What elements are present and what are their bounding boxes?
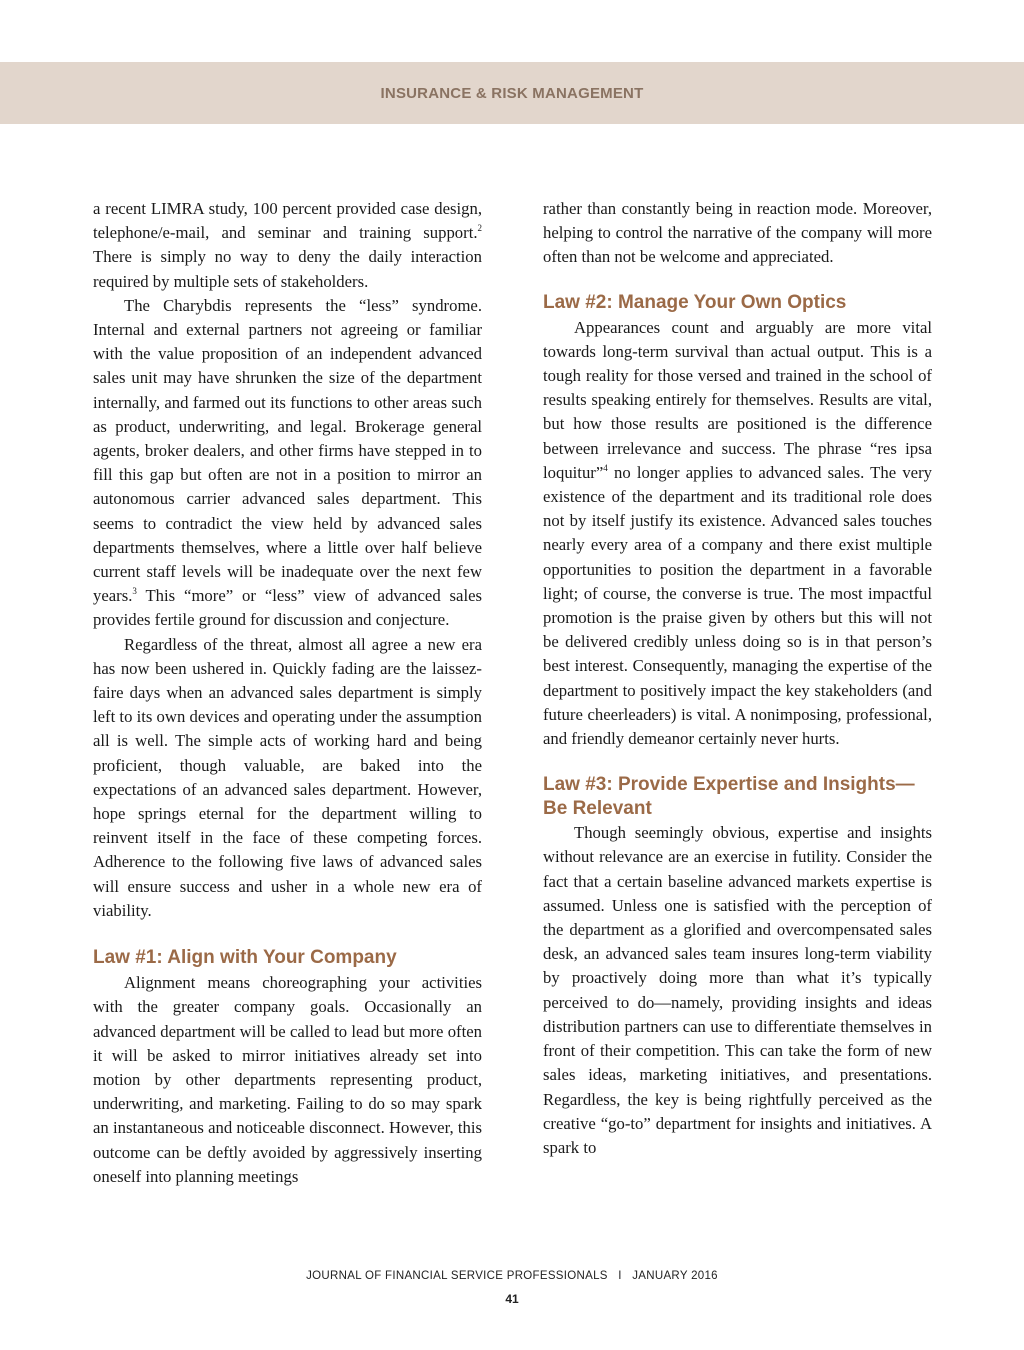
footnote-ref: 4 xyxy=(603,462,608,473)
section-header-band xyxy=(0,62,1024,124)
paragraph xyxy=(93,197,482,294)
law1-heading: Law #1: Align with Your Company xyxy=(93,947,397,969)
paragraph: Regardless of the threat, almost all agree a new era has now been ushered in. Quickly fading are the laissez-faire days when an advanced sales department is simply left to its own devices and operating under the assumption all is well. The simple acts of working hard and being proficient, though valuable, are baked into the expectations of an advanced sales department. However, hope springs eternal for the department willing to reinvent itself in the face of these competing forces. Adherence to the following five laws of advanced sales will ensure success and usher in a whole new era of viability. xyxy=(93,634,482,920)
heading-line: Be Relevant xyxy=(543,798,652,820)
text-run: There is simply no way to deny the daily interaction required by multiple sets of stakeholders. xyxy=(93,247,482,291)
section-title: INSURANCE & RISK MANAGEMENT xyxy=(380,84,644,102)
footnote-ref: 2 xyxy=(477,223,482,234)
paragraph: Alignment means choreographing your activities with the greater company goals. Occasionally an advanced department will be called to lead but more often it will be asked to mirror initiatives already set into motion by other departments representing product, underwriting, and marketing. Failing to do so may spark an instantaneous and noticeable disconnect. However, this outcome can be deftly avoided by aggressively inserting oneself into planning meetings xyxy=(93,973,482,1186)
law2-heading: Law #2: Manage Your Own Optics xyxy=(543,291,847,313)
text-run: a recent LIMRA study, 100 percent provided case design, telephone/e-mail, and seminar and training support. xyxy=(93,199,482,243)
page-number: 41 xyxy=(505,1292,519,1306)
footnote-ref: 3 xyxy=(132,586,137,597)
paragraph xyxy=(93,294,482,633)
heading-line: Law #3: Provide Expertise and Insights— xyxy=(543,774,915,796)
journal-footer: JOURNAL OF FINANCIAL SERVICE PROFESSIONALS I JANUARY 2016 xyxy=(306,1270,718,1282)
right-column xyxy=(543,197,932,1160)
paragraph xyxy=(543,316,932,752)
text-run: no longer applies to advanced sales. The very existence of the department and its traditional role does not by itself justify its existence. Advanced sales touches nearly every area of a company and there exist multiple opportunities to position the department in a favorable light; of course, the converse is true. The most impactful promotion is the praise given by others but this will not be delivered credibly unless doing so is in that person’s best interest. Consequently, managing the expertise of the department to positively impact the key stakeholders (and future cheerleaders) is vital. A nonimposing, professional, and friendly demeanor certainly never hurts. xyxy=(543,462,932,749)
text-run: The Charybdis represents the “less” syndrome. Internal and external partners not agreeing or familiar with the value proposition of an independent advanced sales unit may have shrunken the size of the department internally, and farmed out its functions to other areas such as product, underwriting, and legal. Brokerage general agents, broker dealers, and other firms have stepped in to fill this gap but often are not in a position to mirror an autonomous carrier advanced sales department. This seems to contradict the view held by advanced sales departments themselves, where a little over half believe current staff levels will be inadequate over the next few years. xyxy=(93,295,482,606)
text-run: This “more” or “less” view of advanced sales provides fertile ground for discussion and conjecture. xyxy=(93,586,482,630)
left-column xyxy=(93,197,482,1189)
paragraph: Though seemingly obvious, expertise and insights without relevance are an exercise in futility. Consider the fact that a certain baseline advanced markets expertise is assumed. Unless one is satisfied with the perception of the department as a glorified and overcompensated sales desk, an advanced sales team insures long-term viability by proactively doing more than what it’s typically perceived to do—namely, providing insights and ideas distribution partners can use to differentiate themselves in front of their competition. This can take the form of new sales ideas, marketing initiatives, and presentations. Regardless, the key is being rightfully perceived as the creative “go-to” department for insights and initiatives. A spark to xyxy=(543,823,932,1157)
law3-heading xyxy=(543,773,932,821)
paragraph: rather than constantly being in reaction mode. Moreover, helping to control the narrative of the company will more often than not be welcome and appreciated. xyxy=(543,199,932,267)
text-run: Appearances count and arguably are more vital towards long-term survival than actual output. This is a tough reality for those versed and trained in the school of results speaking entirely for themselves. Results are vital, but how those results are positioned is the difference between irrelevance and success. The phrase “res ipsa loquitur” xyxy=(543,317,932,482)
